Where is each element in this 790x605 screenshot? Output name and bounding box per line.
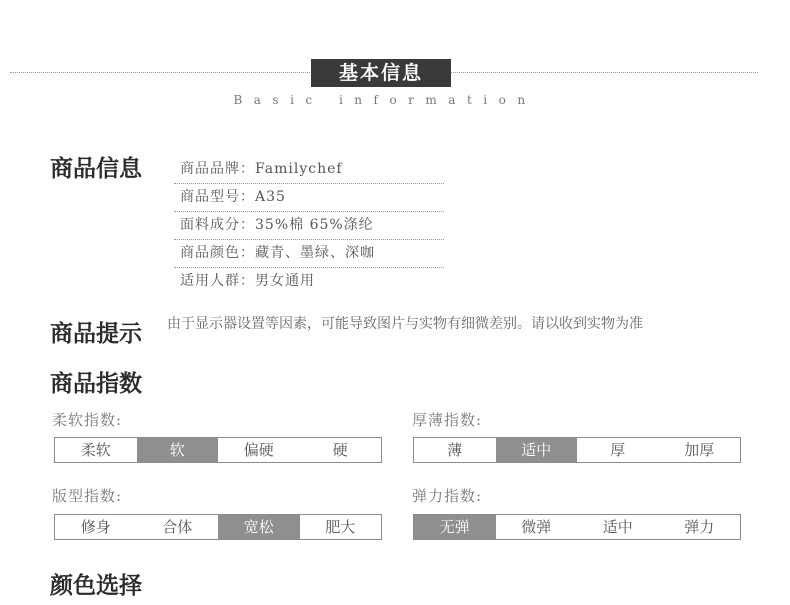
spec-row-model: 商品型号：A35 <box>174 184 444 212</box>
elasticity-scale <box>413 514 741 540</box>
spec-list <box>174 156 444 295</box>
scale-option: 偏硬 <box>243 441 274 459</box>
scale-option: 加厚 <box>684 441 715 459</box>
scale-option: 厚 <box>610 441 626 459</box>
fit-label: 版型指数: <box>52 487 123 505</box>
thickness-scale <box>413 437 741 463</box>
color-select-heading: 颜色选择 <box>50 573 142 599</box>
spec-row-fabric: 面料成分：35%棉 65%涤纶 <box>174 212 444 240</box>
scale-option: 硬 <box>332 441 348 459</box>
spec-row-audience: 适用人群：男女通用 <box>180 273 315 289</box>
spec-row-colors: 商品颜色：藏青、墨绿、深咖 <box>174 240 444 268</box>
scale-option: 软 <box>137 438 219 462</box>
softness-scale <box>54 437 382 463</box>
scale-option: 宽松 <box>218 515 300 539</box>
scale-option: 无弹 <box>414 515 496 539</box>
scale-option: 薄 <box>447 441 463 459</box>
product-tip-text: 由于显示器设置等因素，可能导致图片与实物有细微差别。请以收到实物为准 <box>167 316 643 332</box>
product-index-heading: 商品指数 <box>50 371 142 397</box>
product-tip-heading: 商品提示 <box>50 321 142 347</box>
section-banner-title: 基本信息 <box>311 59 451 87</box>
scale-option: 弹力 <box>684 518 715 536</box>
scale-option: 微弹 <box>521 518 552 536</box>
scale-option: 修身 <box>80 518 111 536</box>
section-subtitle: Basic information <box>233 93 537 107</box>
scale-option: 合体 <box>162 518 193 536</box>
elasticity-label: 弹力指数: <box>412 487 483 505</box>
spec-row-brand: 商品品牌：Familychef <box>174 156 444 184</box>
scale-option: 适中 <box>602 518 633 536</box>
scale-option: 柔软 <box>80 441 111 459</box>
softness-label: 柔软指数: <box>52 411 123 429</box>
product-info-heading: 商品信息 <box>50 156 142 182</box>
fit-scale <box>54 514 382 540</box>
scale-option: 肥大 <box>325 518 356 536</box>
thickness-label: 厚薄指数: <box>412 411 483 429</box>
scale-option: 适中 <box>496 438 578 462</box>
